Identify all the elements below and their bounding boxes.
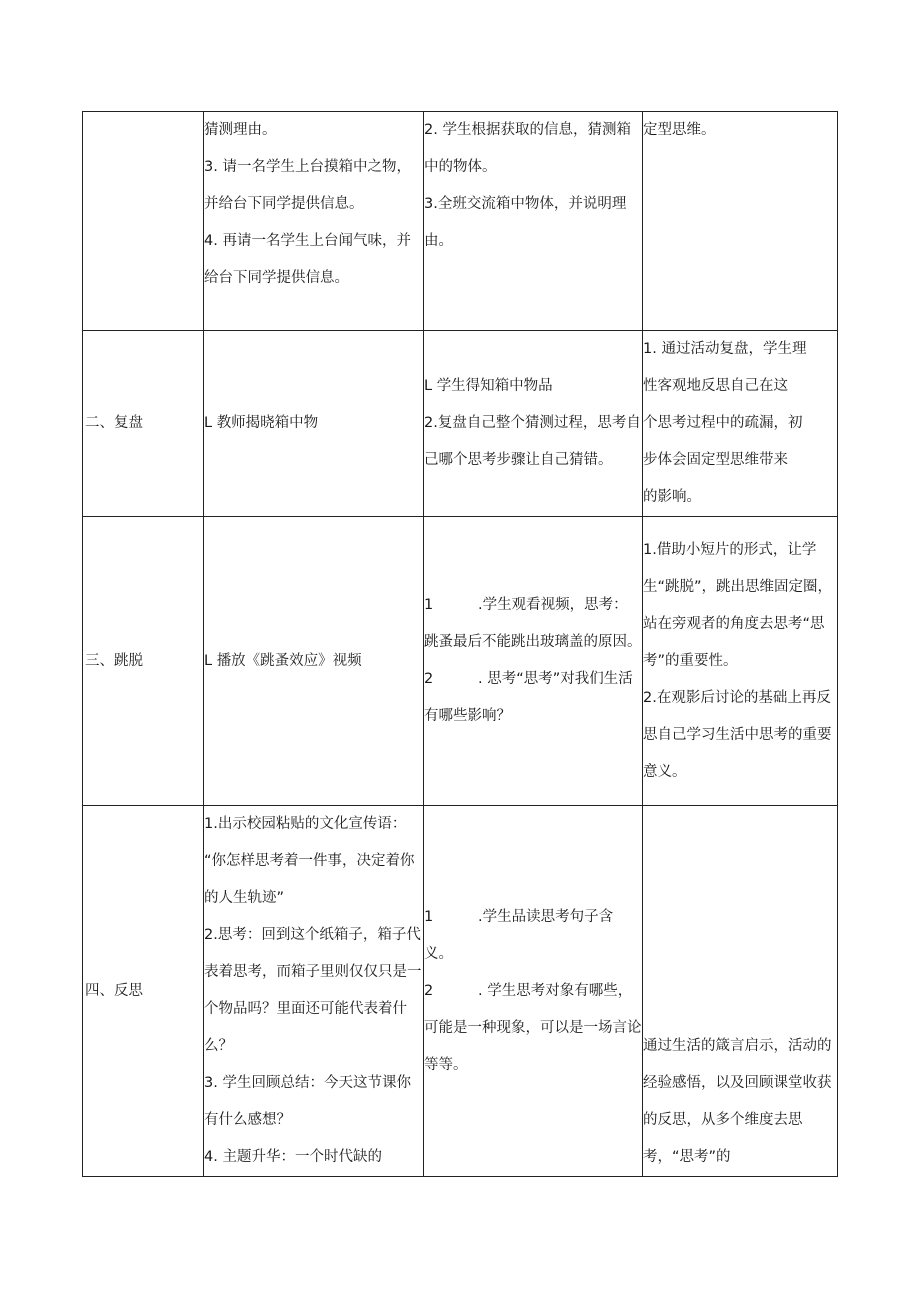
item-text: .学生观看视频，思考：跳蚤最后不能跳出玻璃盖的原因。 <box>424 597 642 650</box>
item-number: 2 <box>424 982 434 999</box>
list-item: 2.思考：回到这个纸箱子，箱子代表着思考，而箱子里则仅仅只是一个物品吗？里面还可能代表着什么？ <box>204 927 422 1054</box>
stage-cell: 二、复盘 <box>83 331 204 517</box>
table-row <box>83 806 838 1177</box>
student-activity-cell <box>424 806 643 1177</box>
item-number: 2 <box>424 671 434 687</box>
stage-cell: 四、反思 <box>83 806 204 1177</box>
list-item: 定型思维。 <box>643 122 716 138</box>
teacher-activity-cell <box>204 517 424 806</box>
design-intent-cell <box>643 112 838 331</box>
student-activity-cell <box>424 517 643 806</box>
list-item: “你怎样思考着一件事，决定着你的人生轨迹” <box>204 853 415 906</box>
student-activity-cell <box>424 112 643 331</box>
list-item: L 学生得知箱中物品 <box>424 378 553 394</box>
list-item: 4. 主题升华：一个时代缺的 <box>204 1149 382 1165</box>
stage-cell: 三、跳脱 <box>83 517 204 806</box>
item-number: 1 <box>424 908 434 925</box>
list-item: 2. 学生根据获取的信息，猜测箱中的物体。 <box>424 122 631 175</box>
list-item <box>424 899 642 973</box>
student-activity-cell <box>424 331 643 517</box>
list-item: 通过生活的箴言启示，活动的经验感悟，以及回顾课堂收获的反思，从多个维度去思考，“思考”的 <box>643 1038 832 1165</box>
list-item: 性客观地反思自己在这 <box>643 378 788 394</box>
table-row <box>83 112 838 331</box>
list-item: 1. 通过活动复盘，学生理 <box>643 341 807 357</box>
stage-cell <box>83 112 204 331</box>
list-item: 3. 请一名学生上台摸箱中之物，并给台下同学提供信息。 <box>204 159 411 212</box>
list-item: 步体会固定型思维带来 <box>643 452 788 468</box>
list-item: 的影响。 <box>643 489 701 505</box>
list-item: 1.借助小短片的形式，让学生“跳脱”，跳出思维固定圈，站在旁观者的角度去思考“思考”的重要性。 <box>643 541 833 669</box>
list-item: L 播放《跳蚤效应》视频 <box>204 652 362 669</box>
item-text: .学生品读思考句子含义。 <box>424 908 614 962</box>
table-row <box>83 517 838 806</box>
list-item: 3. 学生回顾总结：今天这节课你有什么感想？ <box>204 1075 411 1128</box>
list-item: 2.复盘自己整个猜测过程，思考自己哪个思考步骤让自己猜错。 <box>424 415 641 468</box>
design-intent-cell <box>643 806 838 1177</box>
list-item: 4. 再请一名学生上台闻气味，并给台下同学提供信息。 <box>204 233 411 286</box>
list-item <box>424 587 642 661</box>
item-text: . 学生思考对象有哪些，可能是一种现象，可以是一场言论等等。 <box>424 982 642 1073</box>
lesson-plan-table <box>82 111 838 1177</box>
table-row <box>83 331 838 517</box>
list-item: 个思考过程中的疏漏，初 <box>643 415 803 431</box>
list-item: 2.在观影后讨论的基础上再反思自己学习生活中思考的重要意义。 <box>643 689 832 780</box>
list-item: 猜测理由。 <box>204 122 277 138</box>
list-item: L 教师揭晓箱中物 <box>204 415 319 431</box>
list-item: 3.全班交流箱中物体，并说明理由。 <box>424 196 627 249</box>
teacher-activity-cell <box>204 806 424 1177</box>
item-text: . 思考“思考”对我们生活有哪些影响？ <box>424 671 633 724</box>
teacher-activity-cell <box>204 331 424 517</box>
design-intent-cell <box>643 331 838 517</box>
teacher-activity-cell <box>204 112 424 331</box>
list-item <box>424 661 642 735</box>
list-item <box>424 973 642 1084</box>
design-intent-cell <box>643 517 838 806</box>
item-number: 1 <box>424 597 434 613</box>
list-item: 1.出示校园粘贴的文化宣传语： <box>204 816 407 832</box>
